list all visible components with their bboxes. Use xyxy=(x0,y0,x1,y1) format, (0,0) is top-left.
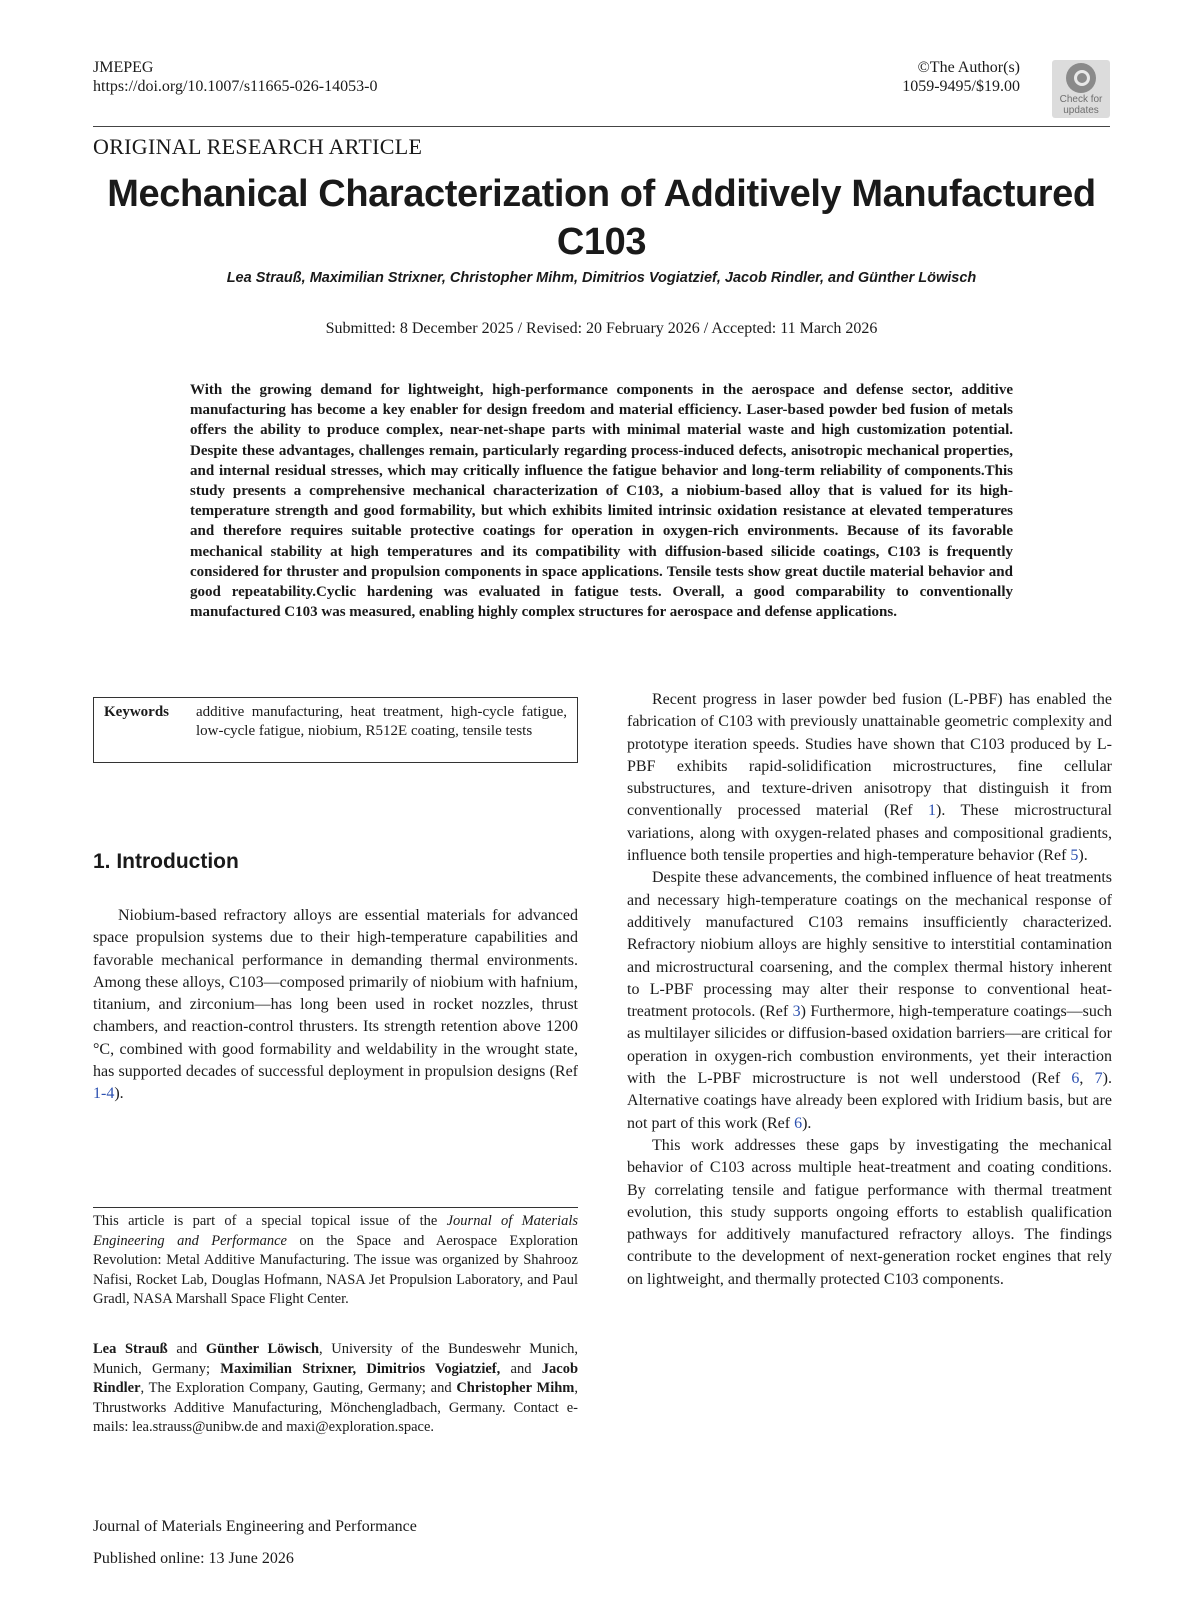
aff-text-1: , University of the Bundeswehr Munich, Munich, Germany; xyxy=(93,1341,578,1377)
aff-name-3: Maximilian Strixner, Dimitrios Vogiatzief, xyxy=(220,1360,501,1377)
keywords-box xyxy=(93,697,578,763)
reference-link[interactable]: 1 xyxy=(928,802,937,820)
reference-link[interactable]: 1-4 xyxy=(93,1085,115,1103)
article-title: Mechanical Characterization of Additively Manufactured C103 xyxy=(107,173,1096,263)
affiliations-note xyxy=(93,1340,578,1438)
header-rule xyxy=(93,126,1110,127)
section-heading-introduction: 1. Introduction xyxy=(93,850,239,873)
aff-name-2: Günther Löwisch xyxy=(205,1341,320,1357)
check-updates-icon xyxy=(1066,63,1096,93)
check-for-updates-badge[interactable] xyxy=(1052,60,1110,118)
intro-paragraph-1 xyxy=(93,905,578,1106)
abstract: With the growing demand for lightweight, high-performance components in the aerospace and defense sector, additive manufacturing has become a key enabler for design freedom and material efficiency. Laser-based powder bed fusion of metals offers the ability to produce complex, near-net-shape parts with minimal material waste and high customization potential. Despite these advantages, challenges remain, particularly regarding process-induced defects, anisotropic mechanical properties, and internal residual stresses, which may critically influence the fatigue behavior and long-term reliability of components.This study presents a comprehensive mechanical characterization of C103, a niobium-based alloy that is valued for its high-temperature strength and good formability, but which exhibits limited intrinsic oxidation resistance at elevated temperatures and therefore requires suitable protective coatings for operation in oxygen-rich environments. Because of its favorable mechanical stability at high temperatures and its compatibility with diffusion-based silicide coatings, C103 is frequently considered for thruster and propulsion components in space applications. Tensile tests show great ductile material behavior and good repeatability.Cyclic hardening was evaluated in fatigue tests. Overall, a good comparability to conventionally manufactured C103 was measured, enabling highly complex structures for aerospace and defense applications. xyxy=(190,382,1013,621)
left-column-body xyxy=(93,905,578,1106)
footnote-rule xyxy=(93,1207,578,1208)
aff-name-1: Lea Strauß xyxy=(93,1341,168,1357)
aff-name-5: Christopher Mihm xyxy=(456,1380,575,1396)
header-left xyxy=(93,58,377,96)
issn-price: 1059-9495/$19.00 xyxy=(902,78,1020,95)
keywords-label: Keywords xyxy=(104,704,169,720)
special-issue-note xyxy=(93,1212,578,1310)
aff-text-3: , Thrustworks Additive Manufacturing, Mönchengladbach, Germany. Contact e-mails: lea.strauss@unibw.de and maxi@exploration.space. xyxy=(93,1380,578,1435)
right-column-body xyxy=(627,689,1112,1291)
reference-link[interactable]: 3 xyxy=(792,1003,801,1021)
reference-link[interactable]: 5 xyxy=(1070,847,1079,865)
p1-text-a: Niobium-based refractory alloys are essential materials for advanced space propulsion systems due to their high-temperature capabilities and favorable mechanical performance in demanding thermal environments. Among these alloys, C103—composed primarily of niobium with hafnium, titanium, and zirconium—has long been used in rocket nozzles, thrust chambers, and reaction-control thrusters. Its strength retention above 1200 °C, combined with good formability and weldability in the wrought state, has supported decades of successful deployment in propulsion designs (Ref xyxy=(93,907,578,1081)
p3-text-b: ) Furthermore, high-temperature coatings—such as multilayer silicides or diffusion-based oxidation barriers—are critical for operation in oxygen-rich combustion environments, yet their interaction with the L-PBF microstructure is not well understood (Ref xyxy=(627,1003,1113,1088)
p3-text-c: ). Alternative coatings have already been explored with Iridium basis, but are not part of this work (Ref xyxy=(627,1070,1112,1132)
keywords-text: additive manufacturing, heat treatment, high-cycle fatigue, low-cycle fatigue, niobium, R512E coating, tensile tests xyxy=(196,704,567,739)
reference-link[interactable]: 6 xyxy=(1071,1070,1080,1088)
aff-and-1: and xyxy=(167,1341,206,1357)
badge-line1: Check for xyxy=(1059,94,1103,105)
aff-and-2: and xyxy=(500,1360,542,1377)
footer-published-date: Published online: 13 June 2026 xyxy=(93,1550,294,1567)
reference-link[interactable]: 6 xyxy=(794,1114,803,1132)
p2-text-a: Recent progress in laser powder bed fusion (L-PBF) has enabled the fabrication of C103 with previously unattainable geometric complexity and prototype iteration speeds. Studies have shown that C103 produced by L-PBF exhibits rapid-solidification microstructures, fine cellular substructures, and texture-driven anisotropy that distinguish it from conventionally processed material (Ref xyxy=(627,691,1112,820)
copyright: ©The Author(s) xyxy=(917,59,1020,76)
intro-paragraph-3 xyxy=(627,867,1112,1135)
reference-link[interactable]: 7 xyxy=(1094,1070,1103,1088)
p3-text-d: ). xyxy=(802,1114,812,1132)
article-type: ORIGINAL RESEARCH ARTICLE xyxy=(93,134,423,159)
p3-separator: , xyxy=(1079,1070,1095,1088)
p1-text-b: ). xyxy=(114,1085,124,1103)
aff-name-4: Jacob Rindler xyxy=(93,1360,579,1396)
submission-dates: Submitted: 8 December 2025 / Revised: 20 February 2026 / Accepted: 11 March 2026 xyxy=(325,320,878,337)
note-text-b: on the Space and Aerospace Exploration Revolution: Metal Additive Manufacturing. The issue was organized by Shahrooz Nafisi, Rocket Lab, Douglas Hofmann, NASA Jet Propulsion Laboratory, and Paul Gradl, NASA Marshall Space Flight Center. xyxy=(93,1232,578,1307)
note-journal-name: Journal of Materials Engineering and Performance xyxy=(93,1213,578,1249)
journal-code: JMEPEG xyxy=(93,59,154,76)
author-list: Lea Strauß, Maximilian Strixner, Christopher Mihm, Dimitrios Vogiatzief, Jacob Rindler, and Günther Löwisch xyxy=(226,270,977,286)
p2-text-c: ). xyxy=(1078,847,1088,865)
p2-text-b: ). These microstructural variations, along with oxygen-related phases and compositional gradients, influence both tensile properties and high-temperature behavior (Ref xyxy=(627,802,1112,865)
note-text-a: This article is part of a special topical issue of the xyxy=(93,1213,447,1229)
header-right xyxy=(902,58,1020,96)
aff-text-2: , The Exploration Company, Gauting, Germany; and xyxy=(140,1380,457,1396)
badge-line2: updates xyxy=(1063,105,1099,116)
intro-paragraph-4: This work addresses these gaps by investigating the mechanical behavior of C103 across multiple heat-treatment and coating conditions. By correlating tensile and fatigue performance with thermal treatment evolution, this study supports ongoing efforts to establish qualification pathways for additively manufactured refractory alloys. The findings contribute to the development of next-generation rocket engines that rely on lightweight, and thermally protected C103 components. xyxy=(627,1136,1112,1288)
p3-text-a: Despite these advancements, the combined influence of heat treatments and necessary high-temperature coatings on the mechanical response of additively manufactured C103 remains insufficiently characterized. Refractory niobium alloys are highly sensitive to interstitial contamination and microstructural coarsening, and the complex thermal history inherent to L-PBF processing may alter their response to conventional heat-treatment protocols. (Ref xyxy=(627,869,1112,1021)
intro-paragraph-2 xyxy=(627,689,1112,867)
footer-journal: Journal of Materials Engineering and Performance xyxy=(93,1518,417,1535)
doi-link[interactable]: https://doi.org/10.1007/s11665-026-14053-0 xyxy=(93,78,378,95)
